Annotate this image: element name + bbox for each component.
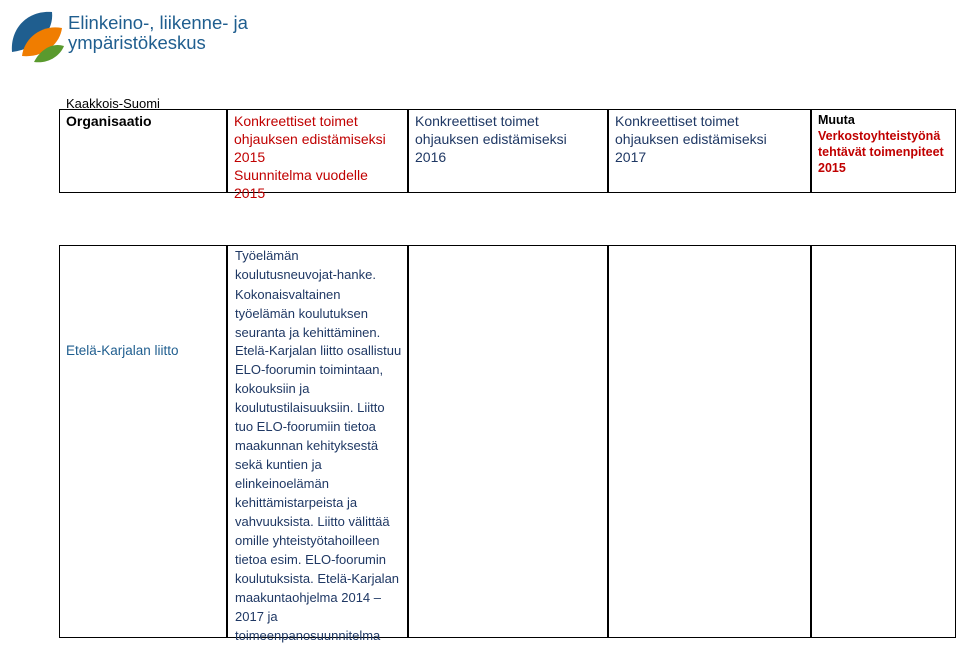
header-2015-line2: ohjauksen edistämiseksi: [234, 131, 386, 147]
header-network-line1: Muuta: [818, 113, 855, 127]
header-2015-line1: Konkreettiset toimet: [234, 113, 358, 129]
header-2017-line3: 2017: [615, 149, 647, 165]
header-2016-line1: Konkreettiset toimet: [415, 113, 539, 129]
region-label: Kaakkois-Suomi: [66, 96, 160, 111]
cell-organization: [59, 245, 227, 638]
header-network-actions: [811, 109, 956, 193]
header-2017-line1: Konkreettiset toimet: [615, 113, 739, 129]
organization-name: Etelä-Karjalan liitto: [66, 343, 179, 358]
cell-actions-2016: [408, 245, 608, 638]
header-actions-2017: [608, 109, 811, 193]
action-paragraph-3: Etelä-Karjalan liitto osallistuu ELO-foorumin toimintaan, kokouksiin ja koulutustilaisuuksiin. Liitto tuo ELO-foorumiin tietoa maakunnan kehityksestä sekä kuntien ja elinkeinoelämän kehittämistarpeista ja vahvuuksista. Liitto välittää omille yhteistyötahoilleen tietoa esim. ELO-foorumin koulutuksista. Etelä-Karjalan maakuntaohjelma 2014 – 2017 ja toimeenpanosuunnitelma: [235, 343, 402, 643]
header-2015-line3: 2015: [234, 149, 266, 165]
header-network-line3: tehtävät toimenpiteet: [818, 145, 944, 159]
header-network-line2: Verkostoyhteistyönä: [818, 129, 941, 143]
header-2016-line2: ohjauksen edistämiseksi: [415, 131, 567, 147]
cell-network-actions: [811, 245, 956, 638]
cell-actions-2017: [608, 245, 811, 638]
action-paragraph-1: Työelämän koulutusneuvojat-hanke.: [235, 248, 376, 282]
header-2015-line4: Suunnitelma vuodelle: [234, 167, 368, 183]
header-2016-line3: 2016: [415, 149, 447, 165]
header-organization-label: Organisaatio: [66, 113, 152, 129]
action-paragraph-2: Kokonaisvaltainen työelämän koulutuksen seuranta ja kehittäminen.: [235, 287, 381, 340]
header-actions-2015: [227, 109, 408, 201]
header-2017-line2: ohjauksen edistämiseksi: [615, 131, 767, 147]
brand-name-line1: Elinkeino-, liikenne- ja: [68, 12, 248, 33]
header-organization: [59, 109, 227, 193]
cell-actions-2015: [227, 245, 408, 643]
brand-name-line2: ympäristökeskus: [68, 32, 206, 53]
header-2015-line5: 2015: [234, 185, 266, 201]
header-network-line4: 2015: [818, 161, 846, 175]
header-actions-2016: [408, 109, 608, 193]
